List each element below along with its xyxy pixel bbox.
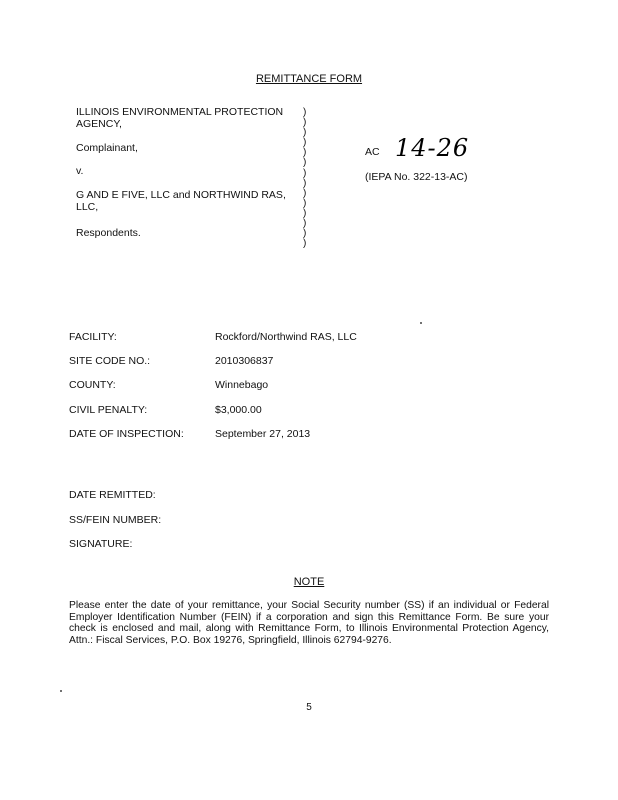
bracket: ) [303, 228, 307, 240]
bracket: ) [303, 218, 307, 230]
document-title: REMITTANCE FORM [255, 73, 363, 85]
bracket: ) [303, 107, 307, 118]
bracket: ) [303, 187, 307, 199]
bracket: ) [303, 157, 307, 169]
scan-speck [60, 690, 62, 692]
civil-penalty-label: CIVIL PENALTY: [69, 404, 148, 416]
iepa-number: (IEPA No. 322-13-AC) [365, 171, 468, 183]
ac-label: AC [365, 146, 380, 158]
versus-label: v. [76, 165, 84, 177]
caption-brackets [303, 108, 306, 249]
county-label: COUNTY: [69, 379, 116, 391]
bracket: ) [303, 117, 307, 129]
inspection-date-value: September 27, 2013 [215, 428, 311, 440]
respondent-name-line1: G AND E FIVE, LLC and NORTHWIND RAS, [76, 189, 286, 201]
civil-penalty-value: $3,000.00 [215, 404, 262, 416]
bracket: ) [303, 207, 307, 219]
scan-speck [420, 322, 422, 324]
bracket: ) [303, 137, 307, 149]
bracket: ) [303, 127, 307, 139]
case-caption [76, 106, 286, 239]
date-remitted-label: DATE REMITTED: [69, 489, 156, 501]
note-body: Please enter the date of your remittance, your Social Security number (SS) if an individual or Federal Employer Identification Number (FEIN) if a corporation and sign this Remittance Form. Be sure your check is enclosed and mail, along with Remittance Form, to Illinois Environmental Protection Agency, Attn.: Fiscal Services, P.O. Box 19276, Springfield, Illinois 62794-9276. [69, 600, 549, 646]
facility-label: FACILITY: [69, 331, 117, 343]
plaintiff-name-line1: ILLINOIS ENVIRONMENTAL PROTECTION [76, 106, 284, 118]
county-value: Winnebago [215, 379, 269, 391]
ac-number-handwritten: 14-26 [395, 134, 470, 162]
note-title: NOTE [293, 576, 325, 588]
respondent-name-line2: LLC, [76, 201, 99, 213]
page-number: 5 [306, 702, 312, 713]
facility-value: Rockford/Northwind RAS, LLC [215, 331, 357, 343]
site-code-value: 2010306837 [215, 355, 274, 367]
inspection-date-label: DATE OF INSPECTION: [69, 428, 184, 440]
respondents-label: Respondents. [76, 227, 141, 239]
bracket: ) [303, 197, 307, 209]
site-code-label: SITE CODE NO.: [69, 355, 151, 367]
complainant-label: Complainant, [76, 142, 138, 154]
bracket: ) [303, 167, 307, 179]
signature-label: SIGNATURE: [69, 538, 133, 550]
bracket: ) [303, 147, 307, 159]
bracket: ) [303, 238, 307, 250]
plaintiff-name-line2: AGENCY, [76, 118, 122, 130]
bracket: ) [303, 177, 307, 189]
ssfein-label: SS/FEIN NUMBER: [69, 514, 162, 526]
